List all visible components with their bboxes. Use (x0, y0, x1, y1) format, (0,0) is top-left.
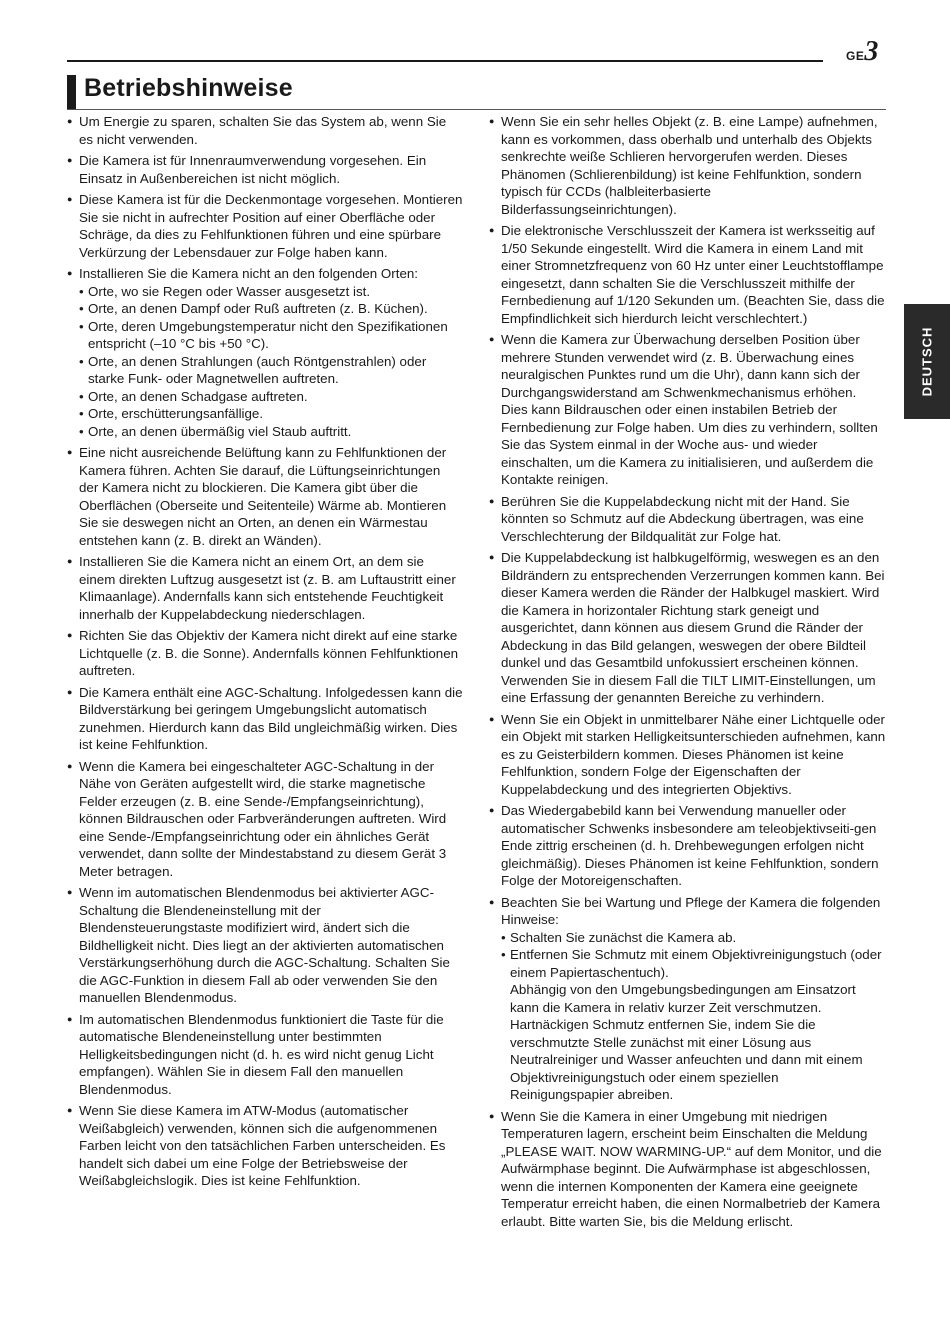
right-column (489, 113, 886, 1234)
sub-list (79, 283, 463, 441)
sub-item: • Orte, an denen Strahlungen (auch Röntgenstrahlen) oder starke Funk- oder Magnetwellen auftreten. (79, 353, 463, 388)
sub-item: • Orte, an denen übermäßig viel Staub auftritt. (79, 423, 463, 441)
right-notes-list (489, 113, 886, 1230)
left-notes-list (67, 113, 463, 1190)
page-number (846, 36, 878, 68)
page-number-value: 3 (864, 36, 879, 67)
sub-item-detail: Abhängig von den Umgebungsbedingungen am Einsatzort kann die Kamera in relativ kurzer Zeit verschmutzen. Hartnäckigen Schmutz entfernen Sie, indem Sie die verschmutzte Stelle zunächst mit einer Lösung aus Neutralreiniger und Wasser anfeuchten und dann mit einem Objektivreinigungstuch oder einem speziellen Reinigungspapier abreiben. (510, 982, 863, 1102)
sub-item-text: Entfernen Sie Schmutz mit einem Objektivreinigungstuch (oder einem Papiertaschentuch). (510, 947, 882, 980)
note-item (67, 265, 463, 440)
language-side-tab-label: DEUTSCH (919, 326, 935, 397)
note-item: ● Die Kuppelabdeckung ist halbkugelförmig, weswegen es an den Bildrändern zu entsprechenden Verzerrungen kommen kann. Bei dieser Kamera werden die Ränder der Halbkugel maskiert. Wird die Kamera in horizontaler Richtung stark geneigt und ausgerichtet, dann können aus diesem Grund die Ränder der Abdeckung in das Bild gelangen, weswegen der obere Bildteil dunkel und das Gesamtbild unfokussiert erscheinen können. Verwenden Sie in diesem Fall die TILT LIMIT-Einstellungen, um eine Erfassung der genannten Bereiche zu verhindern. (489, 549, 886, 707)
note-item: ● Wenn die Kamera bei eingeschalteter AGC-Schaltung in der Nähe von Geräten aufgestellt wird, die starke magnetische Felder erzeugen (z. B. eine Sende-/Empfangseinrichtung), können Bildrauschen oder Farbveränderungen auftreten. Wird eine Sende-/Empfangseinrichtung oder ein ähnliches Gerät verwendet, dann sollte der Mindestabstand zu diesem Gerät 3 Meter betragen. (67, 758, 463, 881)
note-item: ● Die Kamera ist für Innenraumverwendung vorgesehen. Ein Einsatz in Außenbereichen ist nicht möglich. (67, 152, 463, 187)
title-marker (67, 75, 76, 109)
note-item: ● Eine nicht ausreichende Belüftung kann zu Fehlfunktionen der Kamera führen. Achten Sie darauf, die Lüftungseinrichtungen der Kamera nicht zu blockieren. Die Kamera gibt über die Oberflächen (Oberseite und Seitenteile) Wärme ab. Montieren Sie sie deswegen nicht an Orten, an denen ein Wärmestau entstehen kann (z. B. direkt an Wänden). (67, 444, 463, 549)
note-item-text: Installieren Sie die Kamera nicht an den folgenden Orten: (79, 266, 418, 281)
sub-list (501, 929, 886, 1104)
note-item: ● Wenn Sie ein Objekt in unmittelbarer Nähe einer Lichtquelle oder ein Objekt mit starken Helligkeitsunterschieden aufnehmen, kann es zu Geisterbildern kommen. Dieses Phänomen ist keine Fehlfunktion, sondern Folge der Eigenschaften der Kuppelabdeckung und des integrierten Objektivs. (489, 711, 886, 799)
note-item: ● Wenn Sie diese Kamera im ATW-Modus (automatischer Weißabgleich) verwenden, können sich die aufgenommenen Farben leicht von den tatsächlichen Farben unterscheiden. Es handelt sich dabei um eine Folge der Betriebsweise der Weißabgleichslogik. Dies ist keine Fehlfunktion. (67, 1102, 463, 1190)
note-item: ● Im automatischen Blendenmodus funktioniert die Taste für die automatische Blendeneinstellung unter bestimmten Helligkeitsbedingungen nicht (d. h. es wird nicht genug Licht empfangen). Wählen Sie in diesem Fall den manuellen Blendenmodus. (67, 1011, 463, 1099)
note-item: ● Die elektronische Verschlusszeit der Kamera ist werksseitig auf 1/50 Sekunde eingestellt. Wird die Kamera in einem Land mit einer Stromnetzfrequenz von 60 Hz unter einer Leuchtstofflampe eingesetzt, dann schalten Sie die Verschlusszeit mithilfe der Fernbedienung auf 1/120 Sekunden um. (Beachten Sie, dass die Empfindlichkeit sich hierdurch leicht verschlechtert.) (489, 222, 886, 327)
title-rule (67, 109, 886, 110)
sub-item (501, 946, 886, 1104)
language-side-tab (904, 304, 950, 419)
left-column (67, 113, 463, 1194)
sub-item: • Orte, erschütterungsanfällige. (79, 405, 463, 423)
note-item: ● Installieren Sie die Kamera nicht an einem Ort, an dem sie einem direkten Luftzug ausgesetzt ist (z. B. am Luftaustritt einer Klimaanlage). Andernfalls kann sich entstehende Feuchtigkeit innerhalb der Kuppelabdeckung niederschlagen. (67, 553, 463, 623)
header-rule (67, 60, 823, 62)
language-code: GE (846, 49, 865, 63)
note-item: ● Die Kamera enthält eine AGC-Schaltung. Infolgedessen kann die Bildverstärkung bei geringem Umgebungslicht automatisch zunehmen. Hierdurch kann das Bild ungleichmäßig wirken. Dies ist keine Fehlfunktion. (67, 684, 463, 754)
note-item: ● Wenn Sie ein sehr helles Objekt (z. B. eine Lampe) aufnehmen, kann es vorkommen, dass oberhalb und unterhalb des Objekts senkrechte weiße Schlieren hervorgerufen werden. Dieses Phänomen (Schlierenbildung) ist keine Fehlfunktion, sondern typisch für CCDs (halbleiterbasierte Bilderfassungseinrichtungen). (489, 113, 886, 218)
note-item: ● Wenn die Kamera zur Überwachung derselben Position über mehrere Stunden verwendet wird (z. B. Überwachung eines neuralgischen Punktes rund um die Uhr), dann kann sich der Durchgangswiderstand am Schwenkmechanismus erhöhen. Dies kann Bildrauschen oder einen instabilen Betrieb der Fernbedienung zur Folge haben. Um dies zu verhindern, sollten Sie das System einmal in der Woche aus- und wieder einschalten, um die Kamera zu initialisieren, und außerdem die Kontakte reinigen. (489, 331, 886, 489)
note-item: ● Diese Kamera ist für die Deckenmontage vorgesehen. Montieren Sie sie nicht in aufrechter Position auf einer Oberfläche oder Schräge, da dies zu Fehlfunktionen führen und eine spürbare Verkürzung der Lebensdauer zur Folge haben kann. (67, 191, 463, 261)
sub-item: • Orte, an denen Dampf oder Ruß auftreten (z. B. Küchen). (79, 300, 463, 318)
note-item: ● Richten Sie das Objektiv der Kamera nicht direkt auf eine starke Lichtquelle (z. B. die Sonne). Andernfalls können Fehlfunktionen auftreten. (67, 627, 463, 680)
note-item (489, 894, 886, 1104)
sub-item: • Orte, wo sie Regen oder Wasser ausgesetzt ist. (79, 283, 463, 301)
note-item: ● Wenn im automatischen Blendenmodus bei aktivierter AGC-Schaltung die Blendeneinstellung mit der Blendensteuerungstaste modifiziert wird, ändert sich die Bildhelligkeit nicht. Dies liegt an der aktivierten automatischen Verstärkungserhöhung durch die AGC-Schaltung. Schalten Sie die AGC-Funktion in diesem Fall ab oder verwenden Sie den manuellen Blendenmodus. (67, 884, 463, 1007)
note-item: ● Berühren Sie die Kuppelabdeckung nicht mit der Hand. Sie könnten so Schmutz auf die Abdeckung übertragen, was eine Verschlechterung der Bildqualität zur Folge hat. (489, 493, 886, 546)
note-item: ● Wenn Sie die Kamera in einer Umgebung mit niedrigen Temperaturen lagern, erscheint beim Einschalten die Meldung „PLEASE WAIT. NOW WARMING-UP.“ auf dem Monitor, und die Aufwärmphase beginnt. Die Aufwärmphase ist abgeschlossen, wenn die internen Komponenten der Kamera eine geeignete Temperatur erreicht haben, die einen Normalbetrieb der Kamera erlaubt. Bitte warten Sie, bis die Meldung erlischt. (489, 1108, 886, 1231)
sub-item: • Orte, an denen Schadgase auftreten. (79, 388, 463, 406)
sub-item: • Schalten Sie zunächst die Kamera ab. (501, 929, 886, 947)
note-item-text: Beachten Sie bei Wartung und Pflege der Kamera die folgenden Hinweise: (501, 894, 881, 927)
sub-item: • Orte, deren Umgebungstemperatur nicht den Spezifikationen entspricht (–10 °C bis +50 °C). (79, 318, 463, 353)
section-title: Betriebshinweise (84, 74, 293, 102)
note-item: ● Um Energie zu sparen, schalten Sie das System ab, wenn Sie es nicht verwenden. (67, 113, 463, 148)
note-item: ● Das Wiedergabebild kann bei Verwendung manueller oder automatischer Schwenks insbesondere am teleobjektivseiti-gen Ende zittrig erscheinen (d. h. Drehbewegungen erfolgen nicht gleichmäßig). Dieses Phänomen ist keine Fehlfunktion, sondern Folge der Motoreigenschaften. (489, 802, 886, 890)
